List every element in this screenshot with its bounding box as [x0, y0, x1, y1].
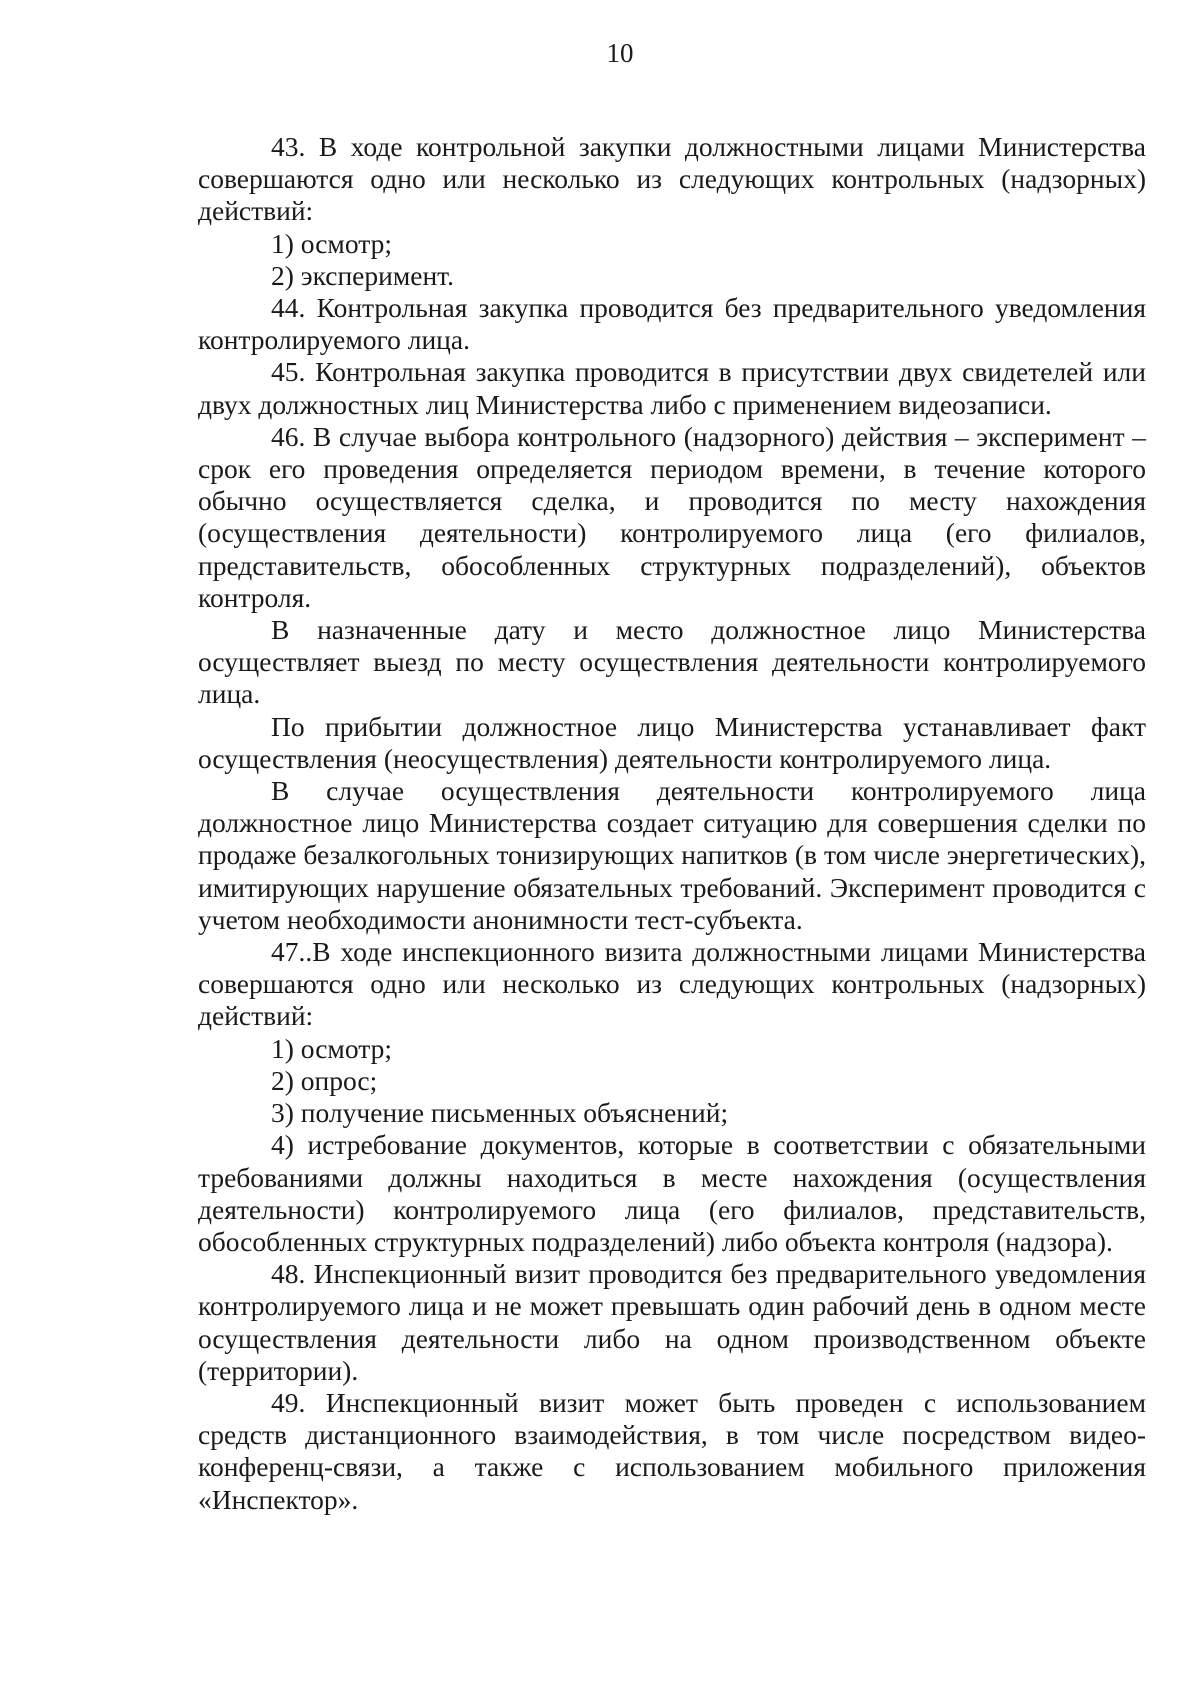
- paragraph-49: 49. Инспекционный визит может быть проведен с использованием средств дистанционного взаимодействия, в том числе посредством видео-конференц-связи, а также с использованием мобильного приложения «Инспектор».: [198, 1386, 1146, 1515]
- page-number: 10: [606, 38, 634, 68]
- document-body: [198, 131, 1146, 1516]
- paragraph-47: 47..В ходе инспекционного визита должностными лицами Министерства совершаются одно или несколько из следующих контрольных (надзорных) действий:: [198, 936, 1146, 1032]
- paragraph-44: 44. Контрольная закупка проводится без предварительного уведомления контролируемого лица.: [198, 292, 1146, 356]
- paragraph-46: 46. В случае выбора контрольного (надзорного) действия – эксперимент – срок его проведения определяется периодом времени, в течение которого обычно осуществляется сделка, и проводится по месту нахождения (осуществления деятельности) контролируемого лица (его филиалов, представительств, обособленных структурных подразделений), объектов контроля.: [198, 420, 1146, 613]
- list-item-explanations: 3) получение письменных объяснений;: [271, 1097, 729, 1129]
- paragraph-46-arrival: По прибытии должностное лицо Министерства устанавливает факт осуществления (неосуществления) деятельности контролируемого лица.: [198, 710, 1146, 774]
- paragraph-43: 43. В ходе контрольной закупки должностными лицами Министерства совершаются одно или несколько из следующих контрольных (надзорных) действий:: [198, 131, 1146, 227]
- list-item-experiment: 2) эксперимент.: [271, 259, 455, 291]
- paragraph-46-experiment: В случае осуществления деятельности контролируемого лица должностное лицо Министерства создает ситуацию для совершения сделки по продаже безалкогольных тонизирующих напитков (в том числе энергетических), имитирующих нарушение обязательных требований. Эксперимент проводится с учетом необходимости анонимности тест-субъекта.: [198, 775, 1146, 935]
- paragraph-46-visit: В назначенные дату и место должностное лицо Министерства осуществляет выезд по месту осуществления деятельности контролируемого лица.: [198, 614, 1146, 710]
- list-item-inspection: 1) осмотр;: [271, 1032, 392, 1064]
- paragraph-45: 45. Контрольная закупка проводится в присутствии двух свидетелей или двух должностных лиц Министерства либо с применением видеозаписи.: [198, 356, 1146, 420]
- list-item-survey: 2) опрос;: [271, 1064, 378, 1096]
- list-item-inspection: 1) осмотр;: [271, 227, 392, 259]
- paragraph-48: 48. Инспекционный визит проводится без предварительного уведомления контролируемого лица и не может превышать один рабочий день в одном месте осуществления деятельности либо на одном производственном объекте (территории).: [198, 1258, 1146, 1386]
- list-item-documents: 4) истребование документов, которые в соответствии с обязательными требованиями должны находиться в месте нахождения (осуществления деятельности) контролируемого лица (его филиалов, представительств, обособленных структурных подразделений) либо объекта контроля (надзора).: [198, 1129, 1146, 1257]
